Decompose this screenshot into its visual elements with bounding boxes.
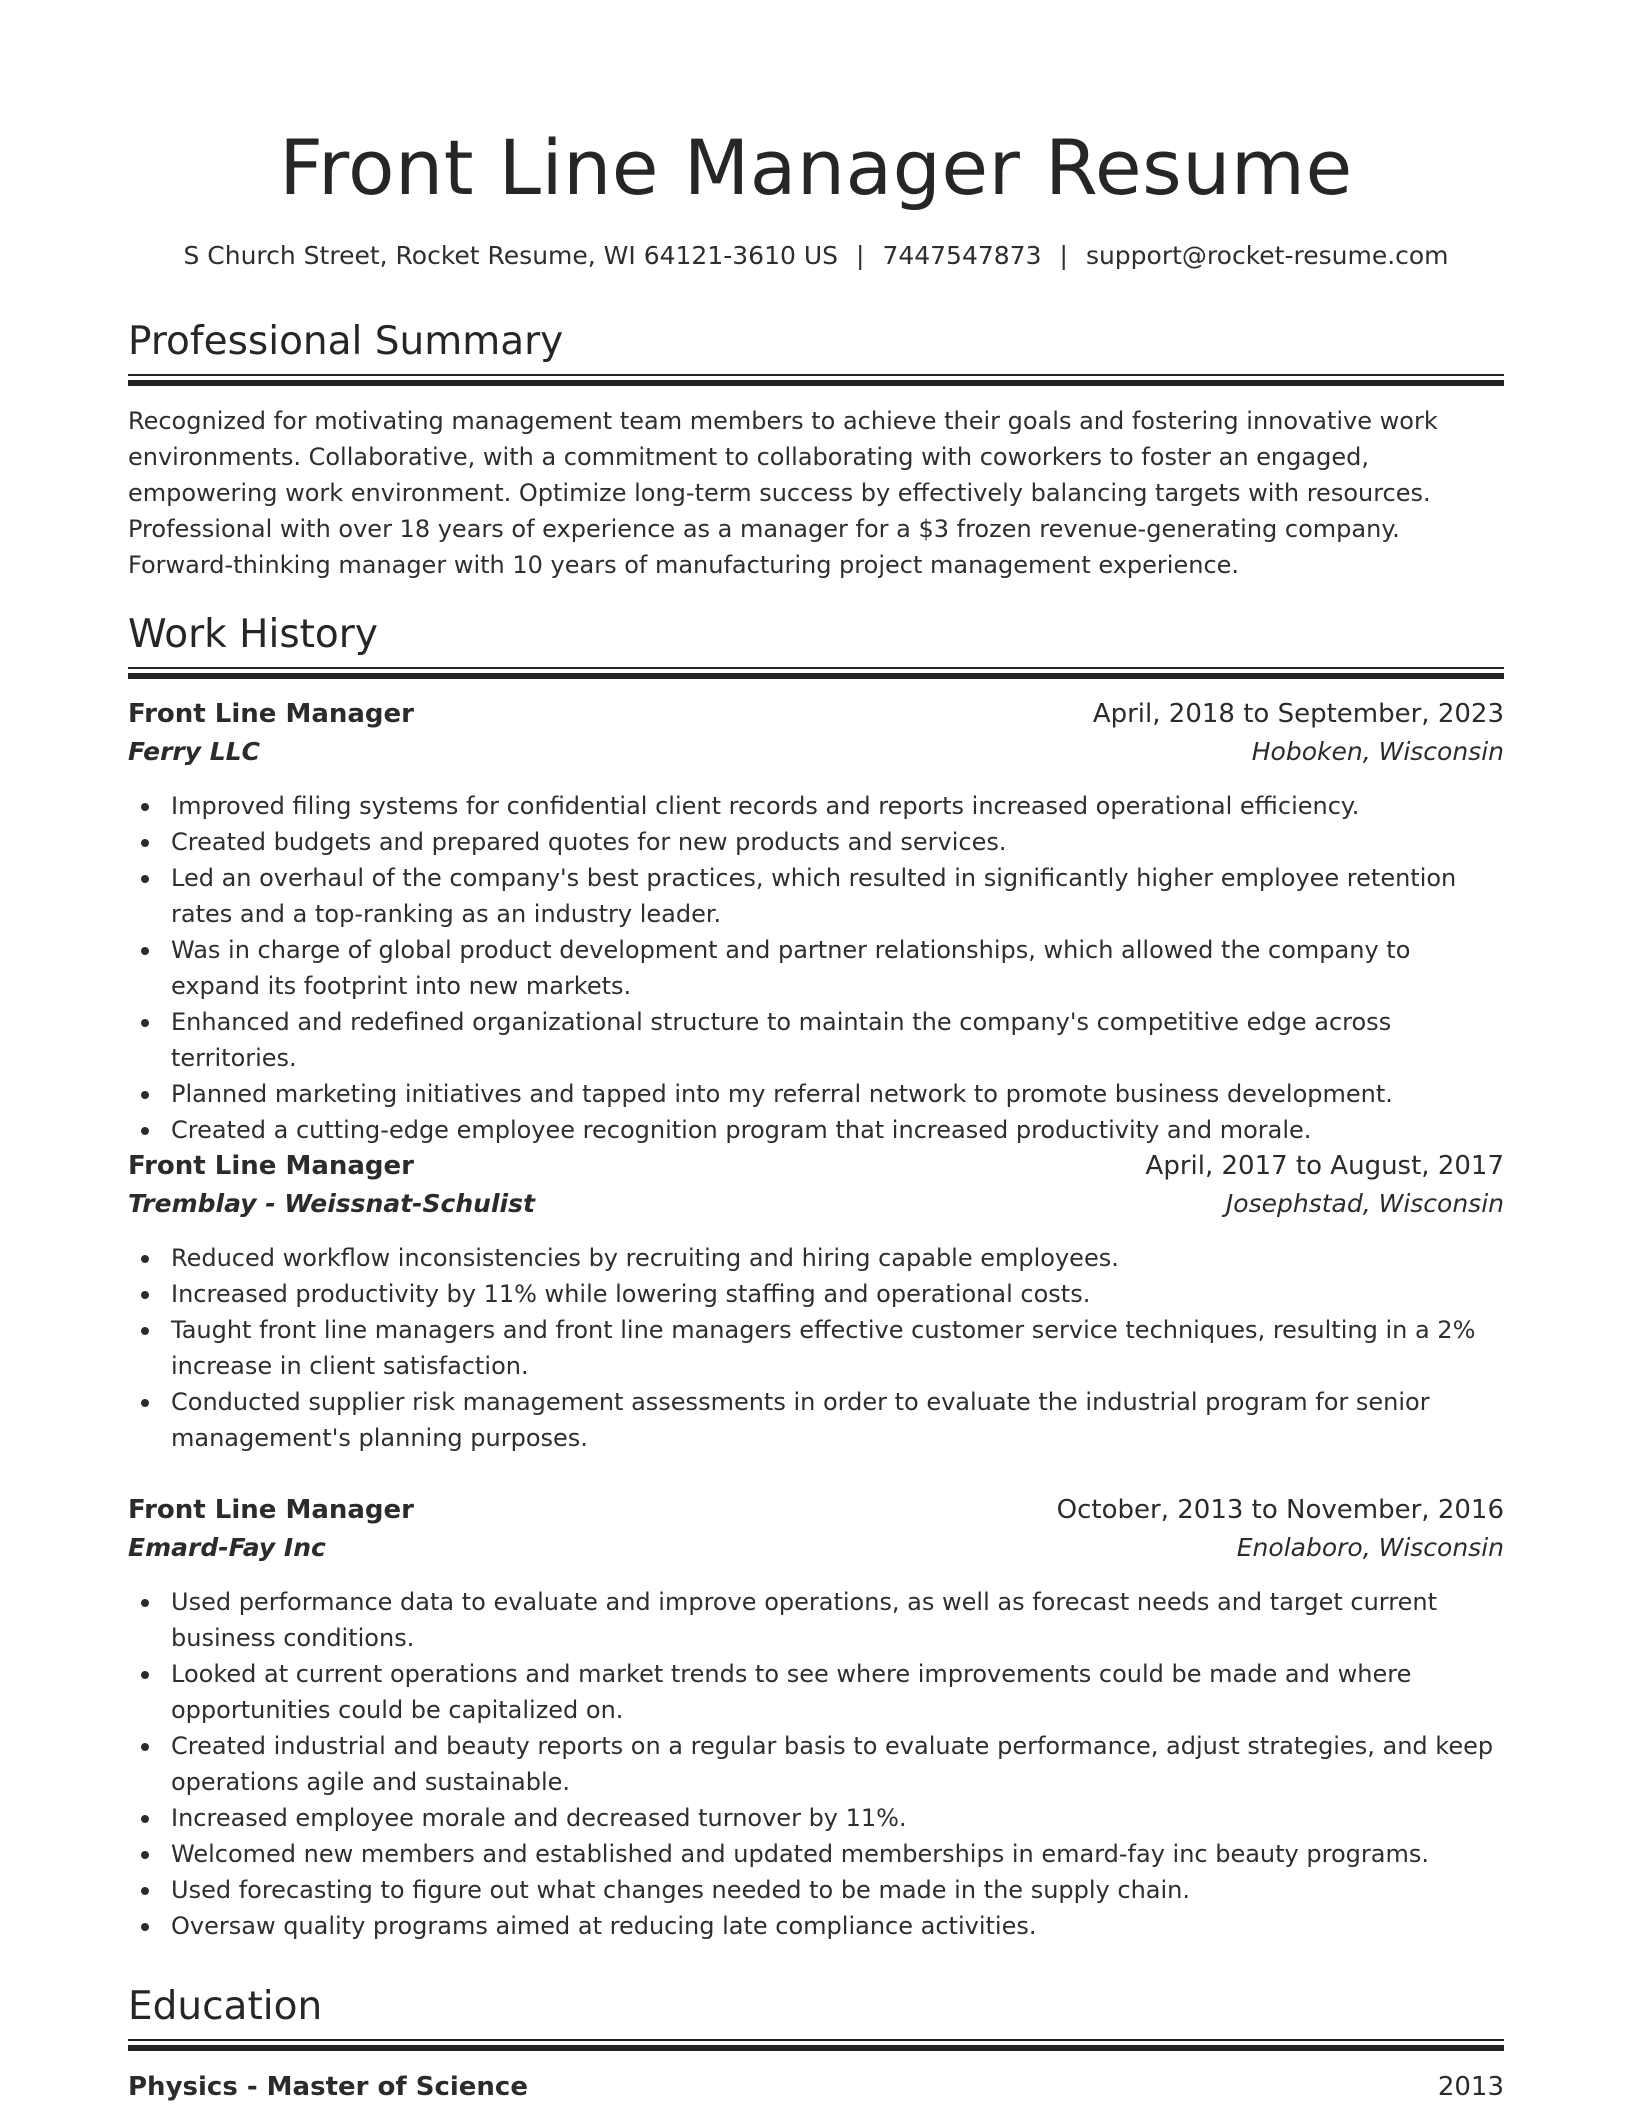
job-entry (128, 1492, 1504, 1944)
section-divider (128, 2039, 1504, 2049)
job-dates: April, 2017 to August, 2017 (1145, 1151, 1504, 1181)
section-heading-summary: Professional Summary (128, 319, 564, 364)
list-item: Led an overhaul of the company's best practices, which resulted in significantly higher employee retention rates and a top-ranking as an industry leader. (171, 860, 1504, 932)
contact-line (128, 238, 1504, 274)
list-item: Created a cutting-edge employee recognition program that increased productivity and morale. (171, 1112, 1504, 1148)
list-item: Increased employee morale and decreased turnover by 11%. (171, 1800, 1504, 1836)
list-item: Planned marketing initiatives and tapped into my referral network to promote business development. (171, 1076, 1504, 1112)
job-entry (128, 1148, 1504, 1456)
job-bullets (128, 1240, 1504, 1456)
job-dates: April, 2018 to September, 2023 (1092, 699, 1504, 729)
section-divider (128, 374, 1504, 384)
job-title: Front Line Manager (128, 1151, 414, 1181)
education-degree: Physics - Master of Science (128, 2072, 528, 2102)
job-location: Josephstad, Wisconsin (1225, 1189, 1504, 1218)
list-item: Enhanced and redefined organizational structure to maintain the company's competitive edge across territories. (171, 1004, 1504, 1076)
job-company: Emard-Fay Inc (128, 1533, 326, 1562)
job-bullets (128, 788, 1504, 1148)
list-item: Improved filing systems for confidential client records and reports increased operational efficiency. (171, 788, 1504, 824)
list-item: Was in charge of global product development and partner relationships, which allowed the company to expand its footprint into new markets. (171, 932, 1504, 1004)
list-item: Looked at current operations and market trends to see where improvements could be made and where opportunities could be capitalized on. (171, 1656, 1504, 1728)
list-item: Increased productivity by 11% while lowering staffing and operational costs. (171, 1276, 1504, 1312)
list-item: Used forecasting to figure out what changes needed to be made in the supply chain. (171, 1872, 1504, 1908)
section-heading-education: Education (128, 1984, 323, 2029)
email: support@rocket-resume.com (1085, 241, 1449, 270)
job-location: Hoboken, Wisconsin (1251, 737, 1504, 766)
job-company: Ferry LLC (128, 737, 260, 766)
separator: | (1059, 241, 1068, 270)
summary-text: Recognized for motivating management team members to achieve their goals and fostering innovative work environments. Collaborative, with a commitment to collaborating with coworkers to foster an engaged, empowering work environment. Optimize long-term success by effectively balancing targets with resources. Professional with over 18 years of experience as a manager for a $3 frozen revenue-generating company. Forward-thinking manager with 10 years of manufacturing project management experience. (128, 407, 1438, 579)
list-item: Reduced workflow inconsistencies by recruiting and hiring capable employees. (171, 1240, 1504, 1276)
job-title: Front Line Manager (128, 1495, 414, 1525)
list-item: Created industrial and beauty reports on a regular basis to evaluate performance, adjust strategies, and keep operations agile and sustainable. (171, 1728, 1504, 1800)
list-item: Used performance data to evaluate and improve operations, as well as forecast needs and target current business conditions. (171, 1584, 1504, 1656)
section-heading-work: Work History (128, 612, 378, 657)
separator: | (856, 241, 865, 270)
list-item: Taught front line managers and front line managers effective customer service techniques, resulting in a 2% increase in client satisfaction. (171, 1312, 1504, 1384)
job-entry (128, 696, 1504, 1148)
list-item: Conducted supplier risk management assessments in order to evaluate the industrial program for senior management's planning purposes. (171, 1384, 1504, 1456)
job-bullets (128, 1584, 1504, 1944)
phone: 7447547873 (882, 241, 1042, 270)
address: S Church Street, Rocket Resume, WI 64121-3610 US (183, 241, 838, 270)
list-item: Oversaw quality programs aimed at reducing late compliance activities. (171, 1908, 1504, 1944)
job-location: Enolaboro, Wisconsin (1236, 1533, 1504, 1562)
page-title: Front Line Manager Resume (279, 123, 1353, 212)
job-company: Tremblay - Weissnat-Schulist (128, 1189, 535, 1218)
list-item: Welcomed new members and established and updated memberships in emard-fay inc beauty programs. (171, 1836, 1504, 1872)
job-dates: October, 2013 to November, 2016 (1056, 1495, 1504, 1525)
list-item: Created budgets and prepared quotes for new products and services. (171, 824, 1504, 860)
education-entry (128, 2069, 1504, 2105)
job-title: Front Line Manager (128, 699, 414, 729)
education-year: 2013 (1437, 2072, 1504, 2102)
section-divider (128, 667, 1504, 677)
